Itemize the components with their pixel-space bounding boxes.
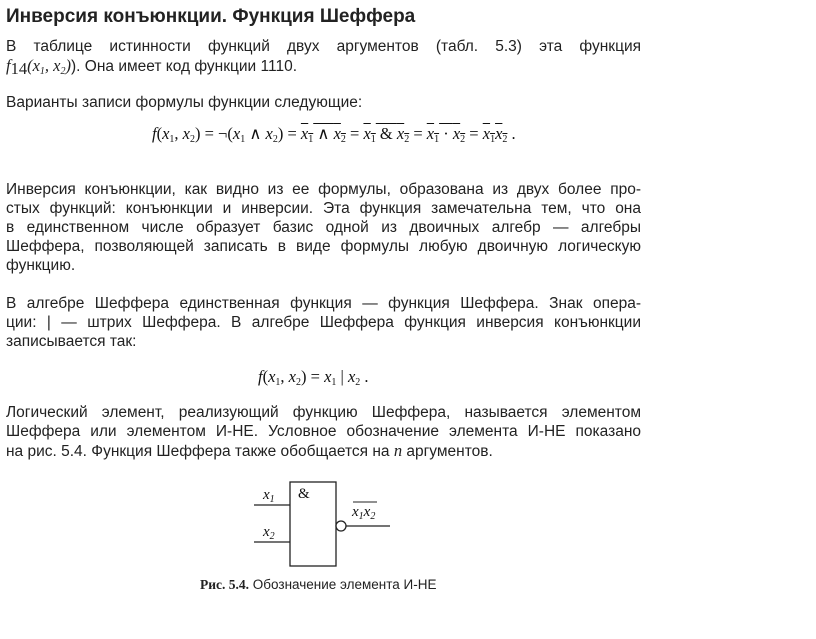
- figure-caption: [200, 577, 437, 593]
- paragraph-basis: [6, 180, 641, 275]
- paragraph-line: стых функций: конъюнкции и инверсии. Эта функция замечательна тем, что она: [6, 200, 641, 217]
- paragraph-line: Инверсия конъюнкции, как видно из ее формулы, образована из двух более про-: [6, 181, 641, 198]
- output-label: $x_1x_2$: [352, 504, 376, 522]
- paragraph-line: Шеффера или элементом И-НЕ. Условное обозначение элемента И-НЕ показано: [6, 423, 641, 440]
- section-title: Инверсия конъюнкции. Функция Шеффера: [6, 6, 416, 27]
- paragraph-nand-element: [6, 403, 641, 461]
- paragraph-sheffer-algebra: [6, 294, 641, 351]
- paragraph-line: В алгебре Шеффера единственная функция — функция Шеффера. Знак опера-: [6, 295, 641, 312]
- paragraph-variants: Варианты записи формулы функции следующие:: [6, 94, 363, 111]
- n-variable: n: [393, 441, 403, 460]
- formula-sheffer-stroke: $f(x_1$, $x_2) = x_1$ | $x_2$ .: [258, 367, 369, 388]
- paragraph-line: $f_{14}(x_1$, $x_2$)). Она имеет код функции 1110.: [6, 56, 298, 78]
- input-label-x1: $x_1$: [263, 487, 275, 505]
- formula-nand-variants: $f(x_1$, $x_2$) = $\neg(x_1$ ∧ $x_2) = x_1$ ∧ $x_2 = x_1$ & $x_2 = x_1 \cdot x_2 = x_1x_2$ .: [152, 124, 516, 145]
- paragraph-line: в единственном числе образует базис одной из двоичных алгебр — алгебры: [6, 219, 641, 236]
- gate-body: [290, 482, 336, 566]
- paragraph-line: Логический элемент, реализующий функцию Шеффера, называется элементом: [6, 404, 641, 421]
- function-index: 14: [10, 59, 28, 78]
- figure-number: Рис. 5.4.: [200, 577, 250, 592]
- function-symbol: f: [6, 56, 11, 75]
- paragraph-line: записывается так:: [6, 333, 137, 350]
- figure-caption-text: Обозначение элемента И-НЕ: [252, 577, 437, 592]
- paragraph-line: В таблице истинности функций двух аргументов (табл. 5.3) эта функция: [6, 38, 641, 55]
- paragraph-line: функцию.: [6, 257, 76, 274]
- paragraph-function-code: [6, 37, 641, 81]
- input-label-x2: $x_2$: [263, 524, 275, 542]
- inversion-circle: [336, 521, 346, 531]
- paragraph-line: на рис. 5.4. Функция Шеффера также обобщается на n аргументов.: [6, 441, 493, 460]
- paragraph-line: ции: | — штрих Шеффера. В алгебре Шеффера функция инверсия конъюнкции: [6, 314, 641, 331]
- paragraph-line: Шеффера, позволяющей записать в виде формулы любую двоичную логическую: [6, 238, 641, 255]
- function-code-text: ). Она имеет код функции 1110.: [71, 58, 298, 75]
- and-symbol: &: [298, 486, 310, 502]
